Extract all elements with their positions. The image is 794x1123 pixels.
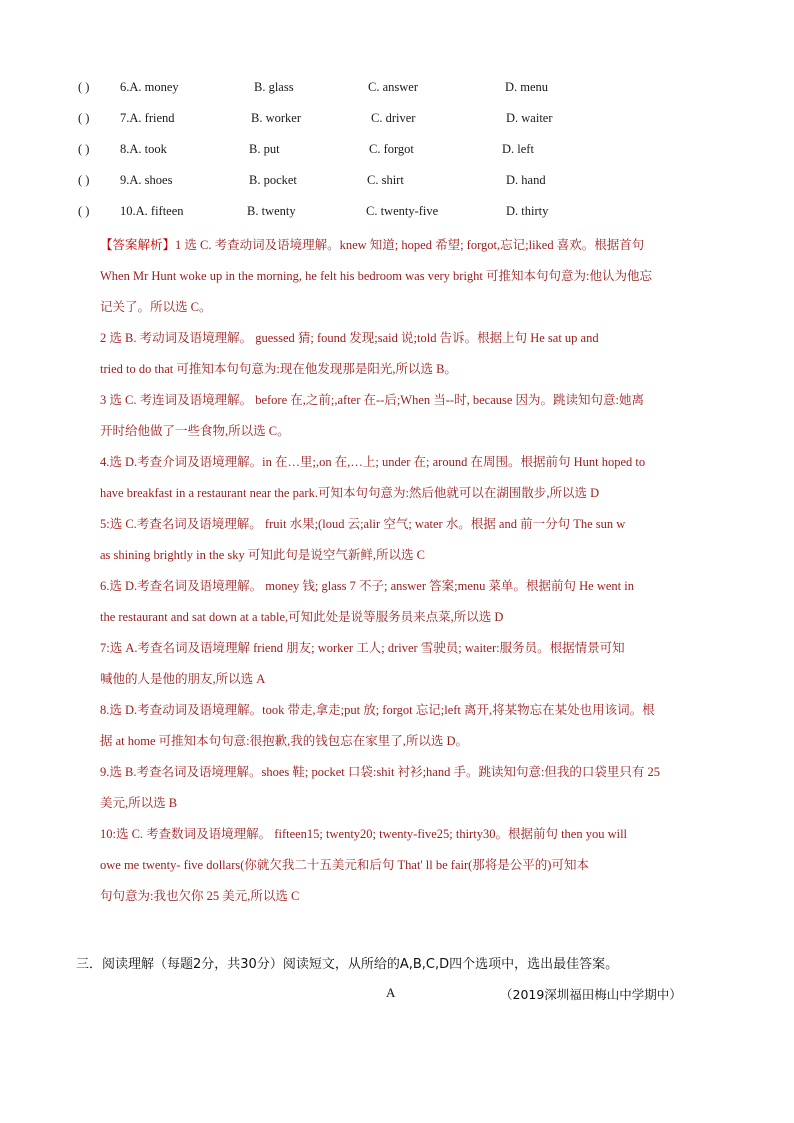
answer-line: 9.选 B.考查名词及语境理解。shoes 鞋; pocket 口袋:shit 衬衫;hand 手。跳读知句意:但我的口袋里只有 25 bbox=[100, 765, 661, 779]
question-option-b: B. glass bbox=[254, 80, 294, 94]
question-option-b: B. worker bbox=[251, 111, 301, 125]
passage-label: A bbox=[386, 985, 396, 1000]
question-option-a: 9.A. shoes bbox=[120, 173, 173, 187]
question-option-a: 10.A. fifteen bbox=[120, 204, 184, 218]
answer-line: 7:选 A.考查名词及语境理解 friend 朋友; worker 工人; driver 雪驶员; waiter:服务员。根据情景可知 bbox=[100, 641, 625, 655]
answer-line: 2 选 B. 考动词及语境理解。 guessed 猜; found 发现;said 说;told 告诉。根据上句 He sat up and bbox=[100, 331, 599, 345]
question-option-c: C. twenty-five bbox=[366, 204, 439, 218]
answer-line: 8.选 D.考查动词及语境理解。took 带走,拿走;put 放; forgot 忘记;left 离开,将某物忘在某处也用该词。根 bbox=[100, 703, 655, 717]
answer-line: 开时给他做了一些食物,所以选 C。 bbox=[100, 424, 290, 438]
question-option-d: D. menu bbox=[505, 80, 549, 94]
answer-line: owe me twenty- five dollars(你就欠我二十五美元和后句 That' ll be fair(那将是公平的)可知本 bbox=[100, 858, 589, 872]
passage-source: （2019深圳福田梅山中学期中） bbox=[500, 987, 682, 1002]
answer-line: 美元,所以选 B bbox=[100, 796, 178, 810]
question-option-c: C. answer bbox=[368, 80, 418, 94]
answer-line: 4.选 D.考查介词及语境理解。in 在…里;,on 在,…上; under 在; around 在周围。根据前句 Hunt hoped to bbox=[100, 455, 646, 469]
answer-line: 据 at home 可推知本句句意:很抱歉,我的钱包忘在家里了,所以选 D。 bbox=[100, 734, 469, 748]
section-title: 三．阅读理解（每题2分，共30分）阅读短文，从所给的A,B,C,D四个选项中，选出最佳答案。 bbox=[76, 957, 619, 972]
answer-first-line bbox=[100, 230, 730, 261]
question-option-b: B. put bbox=[249, 142, 280, 156]
answer-first-line-text: 1 选 C. 考查动词及语境理解。knew 知道; hoped 希望; forgot,忘记;liked 喜欢。根据首句 bbox=[175, 238, 645, 252]
question-option-c: C. forgot bbox=[369, 142, 414, 156]
question-option-d: D. thirty bbox=[506, 204, 549, 218]
question-option-a: 8.A. took bbox=[120, 142, 167, 156]
answer-line: tried to do that 可推知本句句意为:现在他发现那是阳光,所以选 B。 bbox=[100, 362, 457, 376]
answer-line: the restaurant and sat down at a table,可知此处是说等服务员来点菜,所以选 D bbox=[100, 610, 504, 624]
answer-line: 5:选 C.考查名词及语境理解。 fruit 水果;(loud 云;alir 空气; water 水。根据 and 前一分句 The sun w bbox=[100, 517, 626, 531]
question-option-paren: ( ) bbox=[78, 173, 90, 187]
answer-line: 记关了。所以选 C。 bbox=[100, 300, 212, 314]
answer-line: have breakfast in a restaurant near the park.可知本句句意为:然后他就可以在湖围散步,所以选 D bbox=[100, 486, 600, 500]
answer-line: 喊他的人是他的朋友,所以选 A bbox=[100, 672, 266, 686]
question-option-d: D. left bbox=[502, 142, 534, 156]
question-option-d: D. waiter bbox=[506, 111, 553, 125]
question-option-a: 6.A. money bbox=[120, 80, 179, 94]
question-option-paren: ( ) bbox=[78, 111, 90, 125]
question-option-paren: ( ) bbox=[78, 204, 90, 218]
answer-line: 3 选 C. 考连词及语境理解。 before 在,之前;,after 在--后;When 当--时, because 因为。跳读知句意:她离 bbox=[100, 393, 645, 407]
answer-line: 句句意为:我也欠你 25 美元,所以选 C bbox=[100, 889, 300, 903]
answer-line: When Mr Hunt woke up in the morning, he felt his bedroom was very bright 可推知本句句意为:他认为他忘 bbox=[100, 269, 653, 283]
question-option-b: B. pocket bbox=[249, 173, 297, 187]
question-option-b: B. twenty bbox=[247, 204, 296, 218]
question-option-c: C. driver bbox=[371, 111, 416, 125]
answer-line: 6.选 D.考查名词及语境理解。 money 钱; glass 7 不子; answer 答案;menu 菜单。根据前句 He went in bbox=[100, 579, 634, 593]
answer-line: as shining brightly in the sky 可知此句是说空气新鲜,所以选 C bbox=[100, 548, 426, 562]
question-option-d: D. hand bbox=[506, 173, 546, 187]
question-option-paren: ( ) bbox=[78, 80, 90, 94]
question-option-c: C. shirt bbox=[367, 173, 404, 187]
question-option-paren: ( ) bbox=[78, 142, 90, 156]
question-option-a: 7.A. friend bbox=[120, 111, 175, 125]
answer-line: 10:选 C. 考查数词及语境理解。 fifteen15; twenty20; twenty-five25; thirty30。根据前句 then you will bbox=[100, 827, 628, 841]
answer-label: 【答案解析】 bbox=[100, 238, 176, 252]
answer-explanation bbox=[100, 230, 730, 912]
